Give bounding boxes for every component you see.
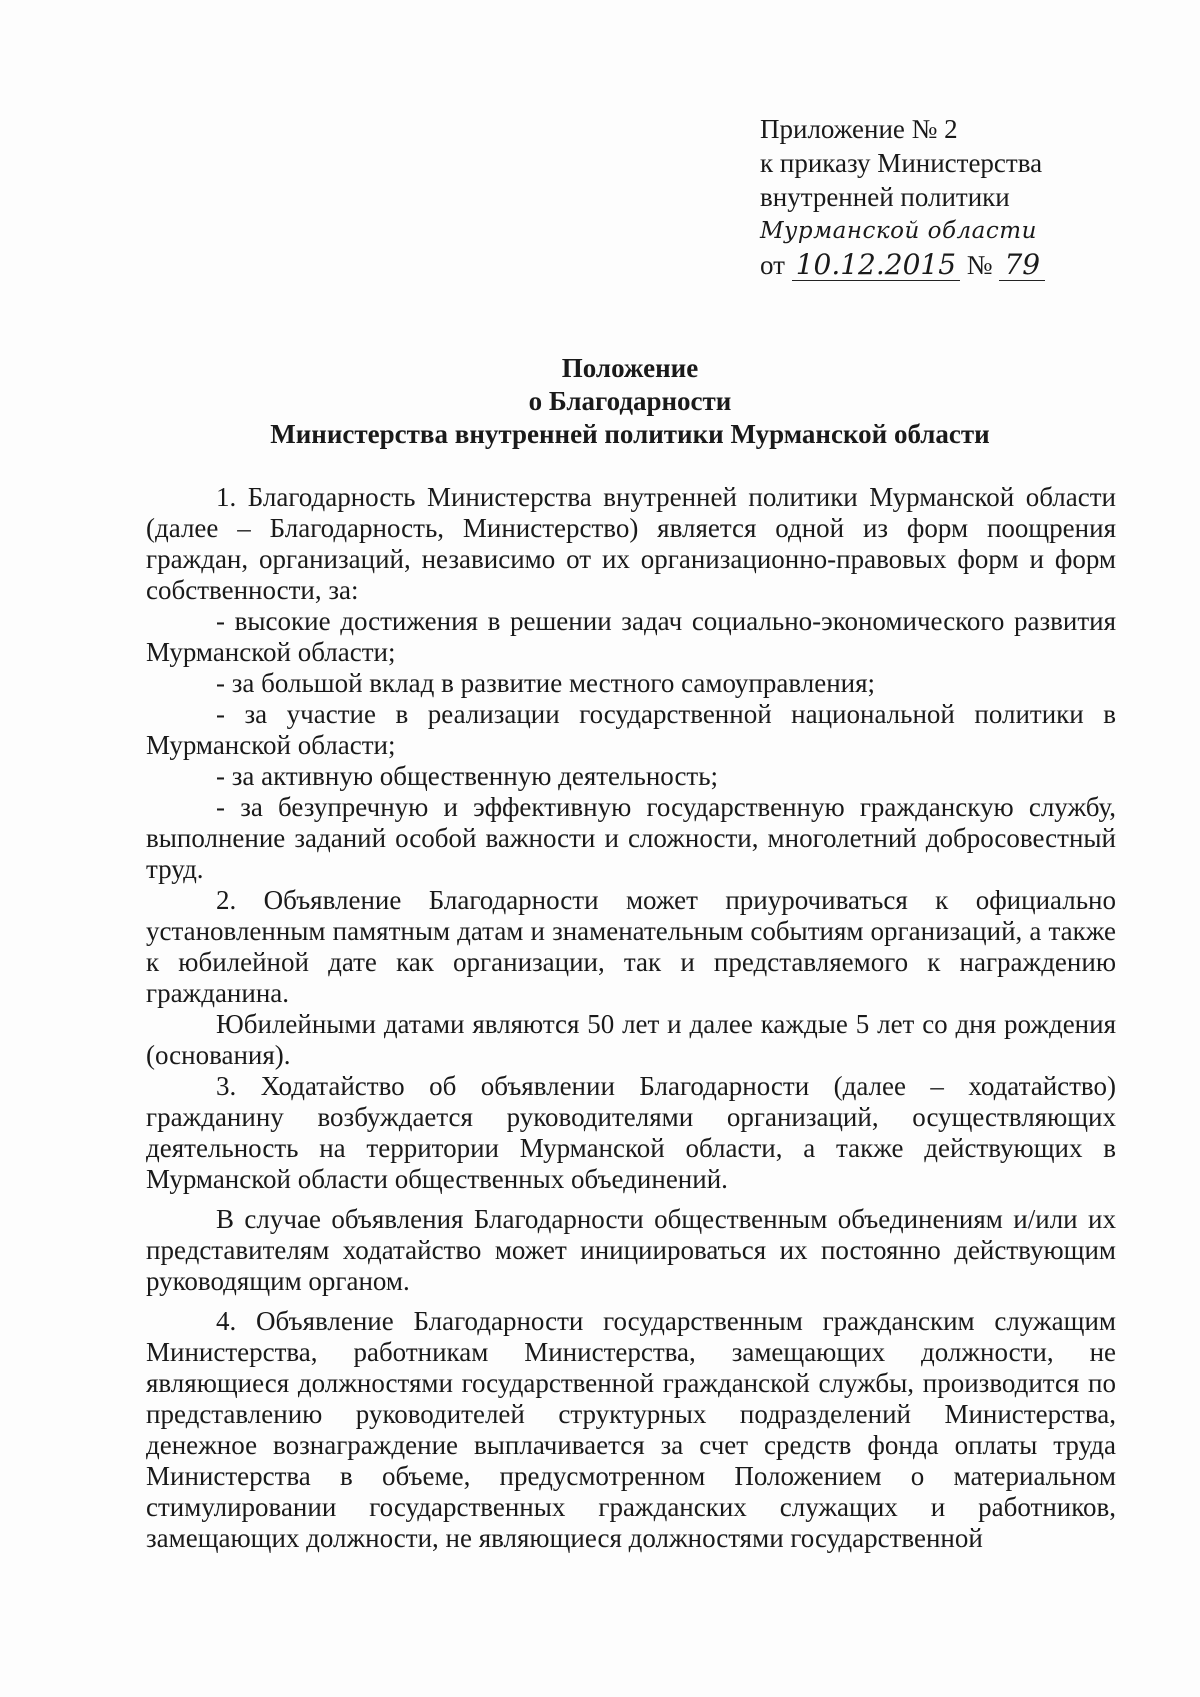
paragraph-2: 2. Объявление Благодарности может приурочиваться к официально установленным памятным датам и знаменательным событиям организаций, а также к юбилейной дате как организации, так и представляемого к награждению гражданина. [146,885,1116,1008]
list-item-achievements: - высокие достижения в решении задач социально-экономического развития Мурманской области; [146,606,1116,667]
appendix-block [760,112,1090,282]
list-item-self-government: - за большой вклад в развитие местного самоуправления; [216,668,876,698]
document-title [140,352,1120,451]
list-item-civil-service: - за безупречную и эффективную государственную гражданскую службу, выполнение заданий особой важности и сложности, многолетний добросовестный труд. [146,792,1116,884]
order-date-handwritten: 10.12.2015 [792,250,960,281]
list-item-public-activity: - за активную общественную деятельность; [216,761,719,791]
paragraph-3: 3. Ходатайство об объявлении Благодарности (далее – ходатайство) гражданину возбуждается руководителями организаций, осуществляющих деятельность на территории Мурманской области, а также действующих в Мурманской области общественных объединений. [146,1071,1116,1194]
appendix-line-2: к приказу Министерства [760,148,1043,178]
paragraph-3-public-associations: В случае объявления Благодарности общественным объединениям и/или их представителям ходатайство может инициироваться их постоянно действующим руководящим органом. [146,1204,1116,1296]
order-date-line [760,248,1090,282]
document-body [146,482,1116,1554]
appendix-line-3: внутренней политики [760,182,1010,212]
paragraph-2-jubilee: Юбилейными датами являются 50 лет и далее каждые 5 лет со дня рождения (основания). [146,1009,1116,1070]
title-line-1: Положение [561,353,699,383]
list-item-national-policy: - за участие в реализации государственной национальной политики в Мурманской области; [146,699,1116,760]
appendix-line-4-stamp: Мурманской области [760,218,1037,244]
date-prefix: от [760,250,785,280]
paragraph-4: 4. Объявление Благодарности государственным гражданским служащим Министерства, работникам Министерства, замещающих должности, не являющиеся должностями государственной гражданской службы, производится по представлению руководителей структурных подразделений Министерства, денежное вознаграждение выплачивается за счет средств фонда оплаты труда Министерства в объеме, предусмотренном Положением о материальном стимулировании государственных гражданских служащих и работников, замещающих должности, не являющиеся должностями государственной [146,1306,1116,1553]
paragraph-1: 1. Благодарность Министерства внутренней политики Мурманской области (далее – Благодарность, Министерство) является одной из форм поощрения граждан, организаций, независимо от их организационно-правовых форм и форм собственности, за: [146,482,1116,605]
appendix-line-1: Приложение № 2 [760,114,958,144]
number-sign: № [966,250,993,280]
order-number-handwritten: 79 [999,250,1045,281]
title-line-2: о Благодарности [528,386,732,416]
title-line-3: Министерства внутренней политики Мурманской области [270,419,990,449]
